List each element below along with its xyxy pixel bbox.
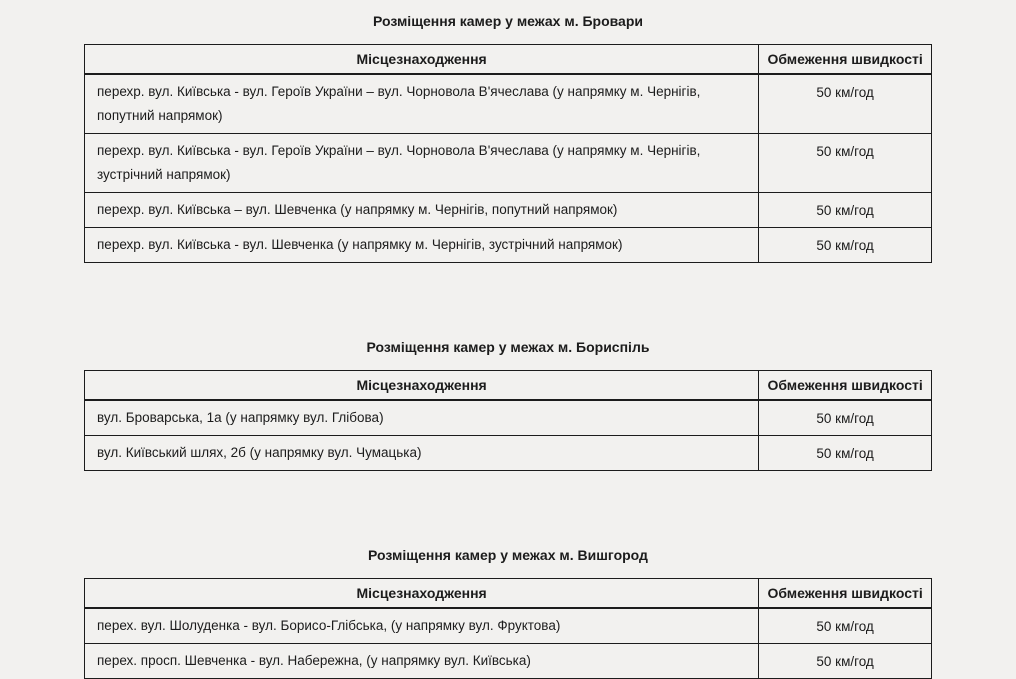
speed-limit: 50 км/год [759, 400, 932, 436]
section-title-boryspil: Розміщення камер у межах м. Бориспіль [366, 339, 650, 355]
column-header-speed: Обмеження швидкості [759, 579, 932, 609]
cameras-table-brovary [84, 44, 932, 263]
camera-location: вул. Київський шлях, 2б (у напрямку вул. Чумацька) [85, 436, 759, 471]
column-header-location: Місцезнаходження [85, 579, 759, 609]
column-header-speed: Обмеження швидкості [759, 371, 932, 401]
speed-limit: 50 км/год [759, 644, 932, 679]
section-title-vyshhorod: Розміщення камер у межах м. Вишгород [368, 547, 648, 563]
camera-location: перехр. вул. Київська – вул. Шевченка (у напрямку м. Чернігів, попутний напрямок) [85, 193, 759, 228]
table-row [85, 74, 932, 134]
table-header-row [85, 579, 932, 609]
table-row [85, 608, 932, 644]
table-row [85, 228, 932, 263]
cameras-table-vyshhorod [84, 578, 932, 679]
speed-limit: 50 км/год [759, 608, 932, 644]
column-header-location: Місцезнаходження [85, 45, 759, 75]
table-row [85, 134, 932, 193]
speed-limit: 50 км/год [759, 436, 932, 471]
column-header-speed: Обмеження швидкості [759, 45, 932, 75]
camera-location: перехр. вул. Київська - вул. Героїв України – вул. Чорновола В'ячеслава (у напрямку м. Чернігів, попутний напрямок) [85, 74, 759, 134]
table-row [85, 644, 932, 679]
section-boryspil [84, 339, 932, 471]
camera-location: перех. просп. Шевченка - вул. Набережна, (у напрямку вул. Київська) [85, 644, 759, 679]
page-content [84, 0, 932, 679]
table-header-row [85, 371, 932, 401]
camera-location: вул. Броварська, 1а (у напрямку вул. Глібова) [85, 400, 759, 436]
cameras-table-boryspil [84, 370, 932, 471]
speed-limit: 50 км/год [759, 134, 932, 193]
section-title-brovary: Розміщення камер у межах м. Бровари [372, 13, 644, 29]
speed-limit: 50 км/год [759, 74, 932, 134]
table-row [85, 400, 932, 436]
camera-location: перехр. вул. Київська - вул. Шевченка (у напрямку м. Чернігів, зустрічний напрямок) [85, 228, 759, 263]
section-vyshhorod [84, 547, 932, 679]
table-header-row [85, 45, 932, 75]
table-row [85, 436, 932, 471]
camera-location: перех. вул. Шолуденка - вул. Борисо-Глібська, (у напрямку вул. Фруктова) [85, 608, 759, 644]
column-header-location: Місцезнаходження [85, 371, 759, 401]
section-brovary [84, 13, 932, 263]
speed-limit: 50 км/год [759, 228, 932, 263]
speed-limit: 50 км/год [759, 193, 932, 228]
table-row [85, 193, 932, 228]
camera-location: перехр. вул. Київська - вул. Героїв України – вул. Чорновола В'ячеслава (у напрямку м. Чернігів, зустрічний напрямок) [85, 134, 759, 193]
